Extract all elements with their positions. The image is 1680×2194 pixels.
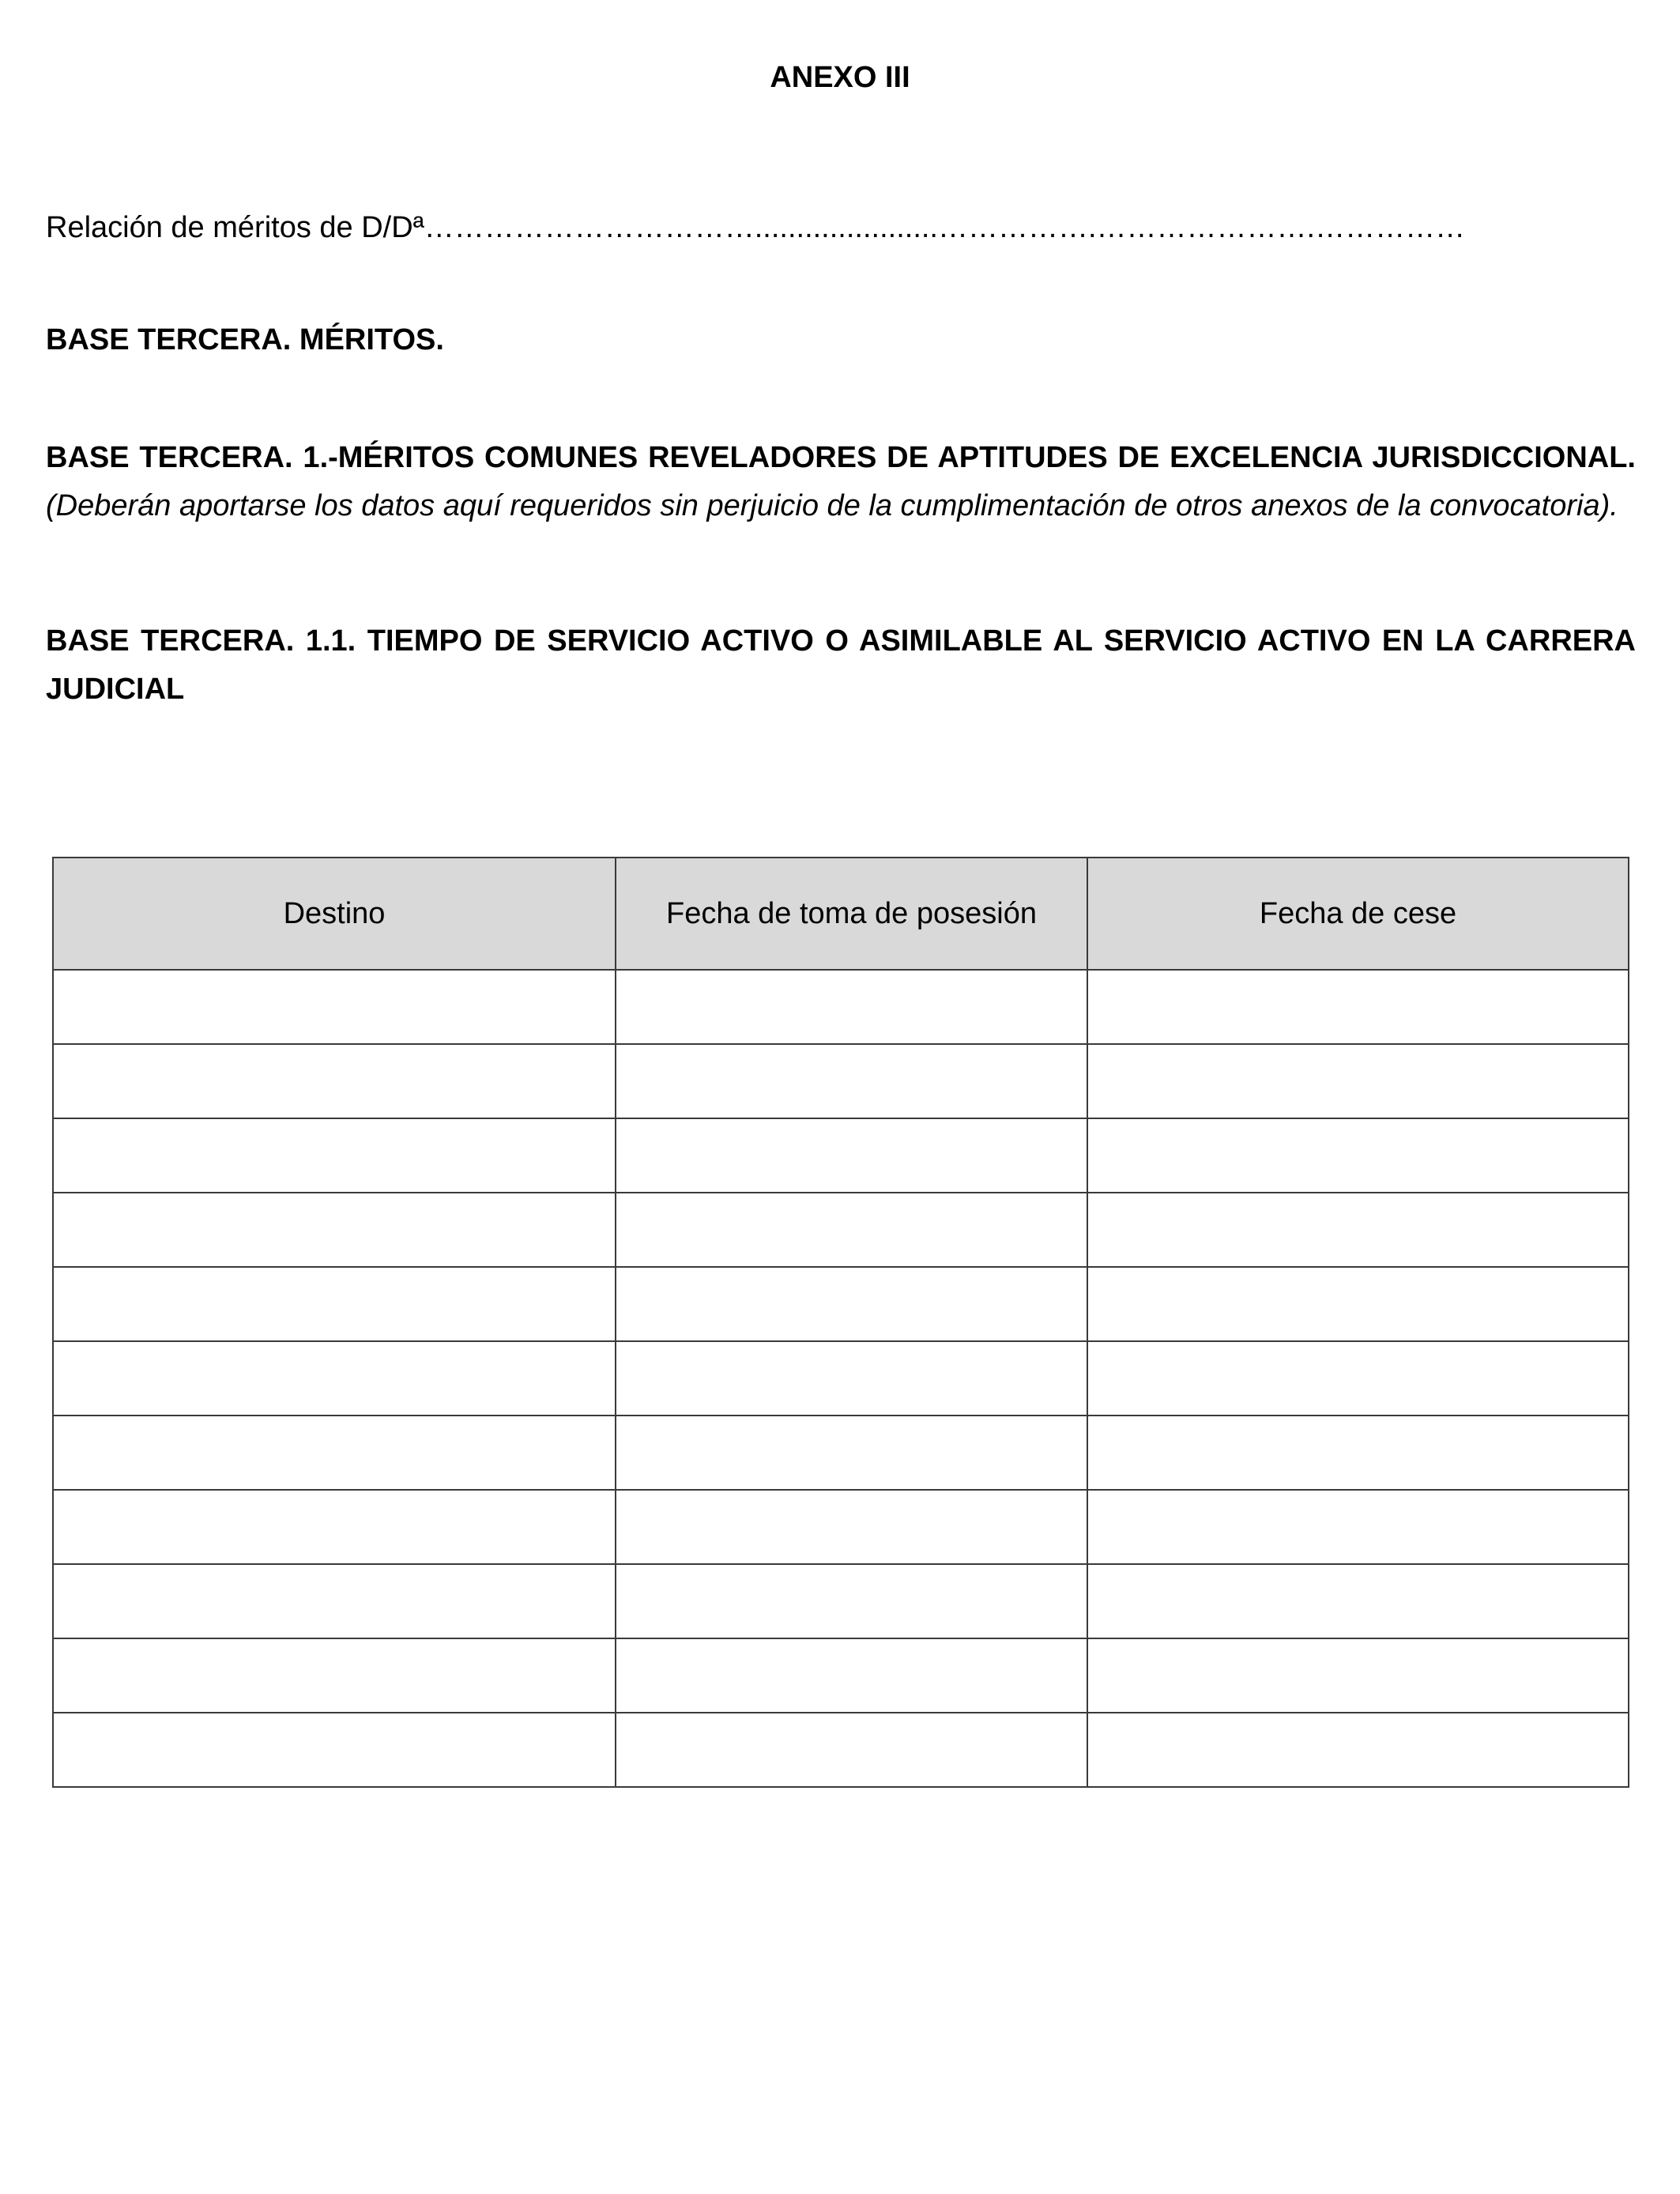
section-1-1-heading: BASE TERCERA. 1.1. TIEMPO DE SERVICIO ACTIVO O ASIMILABLE AL SERVICIO ACTIVO EN LA CARRERA JUDICIAL	[46, 624, 1636, 706]
table-cell[interactable]	[616, 1713, 1087, 1787]
table-row	[53, 1416, 1629, 1490]
table-row	[53, 1118, 1629, 1193]
table-cell[interactable]	[53, 1638, 616, 1713]
service-time-table	[52, 857, 1629, 1788]
table-cell[interactable]	[616, 1638, 1087, 1713]
table-cell[interactable]	[53, 1490, 616, 1564]
table-cell[interactable]	[53, 1416, 616, 1490]
page-title: ANEXO III	[770, 61, 910, 94]
relacion-line	[46, 207, 1642, 248]
table-cell[interactable]	[616, 970, 1087, 1044]
table-cell[interactable]	[1087, 1490, 1629, 1564]
table-cell[interactable]	[616, 1564, 1087, 1638]
table-cell[interactable]	[1087, 1267, 1629, 1341]
table-cell[interactable]	[53, 1713, 616, 1787]
section-1-note: (Deberán aportarse los datos aquí requeridos sin perjuicio de la cumplimentación de otros anexos de la convocatoria).	[46, 489, 1618, 522]
table-cell[interactable]	[1087, 1118, 1629, 1193]
column-header-destino: Destino	[53, 858, 616, 970]
table-row	[53, 1193, 1629, 1267]
table-row	[53, 1341, 1629, 1416]
table-cell[interactable]	[1087, 970, 1629, 1044]
column-header-fecha-cese: Fecha de cese	[1087, 858, 1629, 970]
table-cell[interactable]	[1087, 1044, 1629, 1118]
table-cell[interactable]	[53, 1044, 616, 1118]
table-cell[interactable]	[616, 1416, 1087, 1490]
table-cell[interactable]	[53, 1118, 616, 1193]
column-header-fecha-toma-posesion: Fecha de toma de posesión	[616, 858, 1087, 970]
table-cell[interactable]	[1087, 1713, 1629, 1787]
relacion-fill-dots: ……………………………......................…………….………………….……………	[424, 211, 1466, 244]
table-cell[interactable]	[1087, 1564, 1629, 1638]
table-cell[interactable]	[53, 970, 616, 1044]
table-row	[53, 1490, 1629, 1564]
table-cell[interactable]	[616, 1490, 1087, 1564]
table-body	[53, 970, 1629, 1787]
table-row	[53, 1564, 1629, 1638]
table-cell[interactable]	[616, 1118, 1087, 1193]
table-cell[interactable]	[616, 1341, 1087, 1416]
table-cell[interactable]	[53, 1341, 616, 1416]
table-cell[interactable]	[616, 1267, 1087, 1341]
table-row	[53, 1044, 1629, 1118]
table-cell[interactable]	[53, 1564, 616, 1638]
table-cell[interactable]	[1087, 1416, 1629, 1490]
table-cell[interactable]	[616, 1044, 1087, 1118]
base-tercera-heading: BASE TERCERA. MÉRITOS.	[46, 323, 444, 356]
table-cell[interactable]	[53, 1193, 616, 1267]
section-1-heading: BASE TERCERA. 1.-MÉRITOS COMUNES REVELADORES DE APTITUDES DE EXCELENCIA JURISDICCIONAL.	[46, 441, 1636, 474]
table-row	[53, 1638, 1629, 1713]
table-cell[interactable]	[1087, 1341, 1629, 1416]
table-cell[interactable]	[53, 1267, 616, 1341]
relacion-label: Relación de méritos de D/Dª	[46, 211, 424, 244]
section-1-paragraph	[46, 434, 1636, 530]
table-row	[53, 970, 1629, 1044]
table-row	[53, 1267, 1629, 1341]
table-cell[interactable]	[1087, 1193, 1629, 1267]
table-header-row	[53, 858, 1629, 970]
table-row	[53, 1713, 1629, 1787]
table-cell[interactable]	[616, 1193, 1087, 1267]
table-cell[interactable]	[1087, 1638, 1629, 1713]
section-1-1-paragraph	[46, 617, 1636, 714]
